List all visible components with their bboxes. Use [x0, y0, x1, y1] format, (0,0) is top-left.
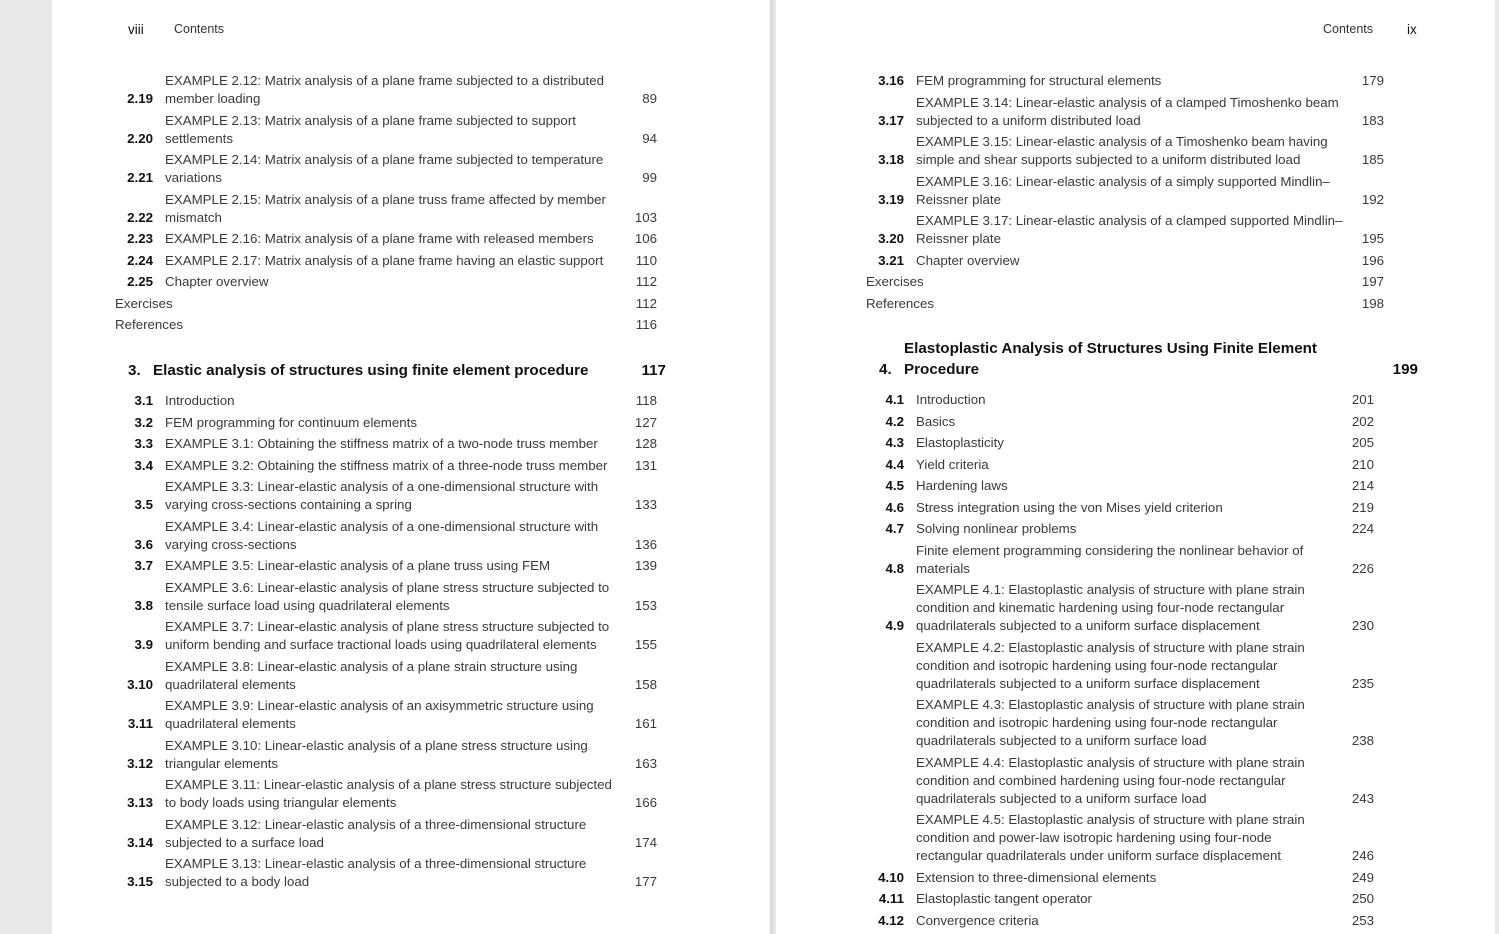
page-ref: 112 — [635, 295, 657, 311]
section-number: 2.25 — [127, 274, 153, 289]
section-title: Stress integration using the von Mises yield criterion — [916, 499, 1223, 515]
section-title: Introduction — [165, 393, 235, 408]
section-title: EXAMPLE 3.12: Linear-elastic analysis of a three-dimensional structure subjected to a surface load — [165, 816, 587, 850]
toc-entry[interactable] — [866, 391, 1418, 409]
page-ref: 133 — [634, 497, 657, 512]
section-number: 3.14 — [127, 834, 153, 850]
toc-entry[interactable] — [866, 72, 1418, 90]
section-title: References — [115, 317, 183, 332]
section-title: FEM programming for structural elements — [916, 73, 1162, 88]
section-title: EXAMPLE 3.15: Linear-elastic analysis of a Timoshenko beam having simple and shear supports subjected to a uniform distributed load — [916, 134, 1328, 167]
page-ref: 106 — [634, 231, 657, 246]
section-title: EXAMPLE 2.14: Matrix analysis of a plane frame subjected to temperature variations — [165, 152, 604, 185]
section-title: EXAMPLE 3.5: Linear-elastic analysis of a plane truss using FEM — [165, 558, 551, 573]
toc-entry[interactable] — [866, 811, 1418, 865]
section-number: 3.11 — [127, 716, 153, 731]
running-head-right: Contents — [1323, 22, 1374, 36]
section-number: 4.9 — [885, 618, 904, 633]
page-number-ix: ix — [1407, 22, 1417, 37]
toc-entry[interactable] — [115, 112, 667, 148]
toc-entry[interactable] — [115, 776, 667, 812]
page-ref: 214 — [1351, 478, 1374, 493]
page-ref: 196 — [1361, 252, 1384, 268]
section-number: 3.10 — [127, 676, 153, 692]
section-number: 4.6 — [885, 499, 904, 515]
section-title: EXAMPLE 2.16: Matrix analysis of a plane frame with released members — [165, 231, 594, 246]
section-number: 4.4 — [885, 456, 904, 472]
section-title: Finite element programming considering the nonlinear behavior of materials — [916, 542, 1304, 576]
section-title: EXAMPLE 2.12: Matrix analysis of a plane frame subjected to a distributed member loading — [165, 73, 605, 106]
section-title: EXAMPLE 4.5: Elastoplastic analysis of structure with plane strain condition and power-law isotropic hardening using four-node rectangular quadrilaterals under uniform surface displacement — [916, 812, 1305, 863]
page-ref: 128 — [634, 436, 657, 451]
page-ref: 110 — [635, 252, 657, 268]
section-title: Elastoplastic tangent operator — [916, 891, 1092, 906]
page-ref: 131 — [634, 457, 657, 473]
toc-entry[interactable] — [866, 173, 1418, 209]
left-page — [52, 0, 770, 934]
toc-entry[interactable] — [866, 212, 1418, 248]
toc-entry[interactable] — [866, 477, 1418, 495]
toc-entry[interactable] — [115, 316, 667, 334]
chapter-number: 4. — [879, 361, 892, 378]
section-number: 2.20 — [127, 130, 153, 146]
right-page — [776, 0, 1495, 934]
section-number: 3.15 — [127, 874, 153, 889]
section-number: 4.11 — [878, 891, 904, 906]
toc-entry[interactable] — [115, 414, 667, 432]
section-number: 4.1 — [885, 392, 904, 407]
toc-entry[interactable] — [115, 658, 667, 694]
page-ref: 253 — [1351, 912, 1374, 928]
page-ref: 103 — [634, 209, 657, 225]
section-title: Convergence criteria — [916, 912, 1039, 928]
section-title: Exercises — [115, 295, 173, 311]
page-ref: 139 — [634, 558, 657, 573]
chapter-4-heading[interactable] — [879, 338, 1418, 380]
section-number: 3.5 — [134, 497, 153, 512]
toc-entry[interactable] — [115, 435, 667, 453]
toc-entry[interactable] — [115, 478, 667, 514]
page-ref: 195 — [1361, 231, 1384, 246]
section-title: Elastoplasticity — [916, 435, 1004, 450]
section-number: 3.1 — [134, 393, 153, 408]
section-number: 3.13 — [127, 795, 153, 810]
page-ref: 250 — [1351, 891, 1374, 906]
section-title: References — [866, 295, 934, 311]
toc-entry[interactable] — [115, 518, 667, 554]
toc-entry[interactable] — [115, 618, 667, 654]
section-number: 4.2 — [885, 413, 904, 429]
page-ref: 112 — [635, 274, 657, 289]
toc-entry[interactable] — [866, 456, 1418, 474]
page-ref: 161 — [634, 716, 657, 731]
page-ref: 179 — [1361, 73, 1384, 88]
page-ref: 202 — [1351, 413, 1374, 429]
section-title: EXAMPLE 3.8: Linear-elastic analysis of a plane strain structure using quadrilateral elements — [165, 658, 578, 692]
section-number: 3.19 — [878, 191, 904, 207]
section-title: EXAMPLE 3.14: Linear-elastic analysis of a clamped Timoshenko beam subjected to a uniform distributed load — [916, 94, 1339, 128]
page-ref: 155 — [634, 637, 657, 652]
page-ref: 174 — [634, 834, 657, 850]
section-title: EXAMPLE 3.3: Linear-elastic analysis of a one-dimensional structure with varying cross-sections containing a spring — [165, 479, 599, 512]
chapter-page: 199 — [1392, 361, 1418, 378]
page-ref: 235 — [1351, 675, 1374, 691]
section-number: 3.17 — [878, 112, 904, 128]
section-number: 2.21 — [127, 170, 153, 185]
toc-entry[interactable] — [866, 94, 1418, 130]
page-ref: 163 — [634, 755, 657, 771]
section-title: EXAMPLE 3.10: Linear-elastic analysis of a plane stress structure using triangular elements — [165, 737, 588, 771]
toc-entry[interactable] — [866, 133, 1418, 169]
section-number: 2.23 — [127, 231, 153, 246]
toc-entry[interactable] — [866, 542, 1418, 578]
toc-entry[interactable] — [115, 230, 667, 248]
page-ref: 230 — [1351, 618, 1374, 633]
page-ref: 226 — [1351, 560, 1374, 576]
page-ref: 153 — [634, 597, 657, 613]
toc-list-left-top — [115, 72, 667, 338]
toc-entry[interactable] — [115, 816, 667, 852]
page-ref: 238 — [1351, 733, 1374, 748]
page-ref: 219 — [1351, 499, 1374, 515]
section-title: EXAMPLE 4.4: Elastoplastic analysis of structure with plane strain condition and combined hardening using four-node rectangular quadrilaterals subjected to a uniform surface load — [916, 754, 1305, 806]
toc-entry[interactable] — [866, 639, 1418, 693]
section-number: 3.2 — [134, 414, 153, 430]
page-ref: 197 — [1361, 274, 1384, 289]
section-number: 3.8 — [134, 597, 153, 613]
section-title: EXAMPLE 3.9: Linear-elastic analysis of an axisymmetric structure using quadrilateral elements — [165, 698, 594, 731]
toc-entry[interactable] — [115, 273, 667, 291]
section-number: 3.18 — [878, 152, 904, 167]
section-number: 2.22 — [127, 209, 153, 225]
page-ref: 249 — [1351, 869, 1374, 885]
page-ref: 192 — [1361, 191, 1384, 207]
page-ref: 246 — [1351, 848, 1374, 863]
page-ref: 201 — [1351, 392, 1374, 407]
toc-list-right-top — [866, 72, 1418, 316]
chapter-page: 117 — [641, 362, 666, 379]
section-title: Chapter overview — [916, 252, 1020, 268]
section-number: 3.16 — [878, 73, 904, 88]
section-number: 4.12 — [878, 912, 904, 928]
page-ref: 210 — [1351, 456, 1374, 472]
toc-entry[interactable] — [866, 252, 1418, 270]
page-ref: 183 — [1361, 112, 1384, 128]
toc-entry[interactable] — [115, 392, 667, 410]
section-title: Exercises — [866, 274, 924, 289]
page-ref: 166 — [634, 795, 657, 810]
page-ref: 205 — [1351, 435, 1374, 450]
section-title: Hardening laws — [916, 478, 1008, 493]
toc-entry[interactable] — [866, 696, 1418, 750]
chapter-number: 3. — [128, 362, 141, 379]
chapter-3-heading[interactable] — [128, 360, 666, 381]
toc-entry[interactable] — [866, 434, 1418, 452]
section-number: 2.24 — [127, 252, 153, 268]
chapter-title: Elastoplastic Analysis of Structures Using Finite Element Procedure — [904, 340, 1317, 378]
toc-entry[interactable] — [115, 191, 667, 227]
section-number: 3.9 — [134, 637, 153, 652]
toc-list-chapter-3 — [115, 392, 667, 895]
toc-entry[interactable] — [115, 295, 667, 313]
page-ref: 127 — [634, 414, 657, 430]
section-title: EXAMPLE 3.13: Linear-elastic analysis of a three-dimensional structure subjected to a body load — [165, 856, 587, 889]
page-ref: 158 — [634, 676, 657, 692]
toc-entry[interactable] — [866, 869, 1418, 887]
section-title: Basics — [916, 413, 956, 429]
section-number: 3.7 — [134, 558, 153, 573]
section-number: 4.3 — [885, 435, 904, 450]
toc-entry[interactable] — [866, 273, 1418, 291]
toc-entry[interactable] — [866, 581, 1418, 635]
page-ref: 224 — [1351, 521, 1374, 536]
toc-entry[interactable] — [866, 520, 1418, 538]
section-number: 3.21 — [878, 252, 904, 268]
toc-entry[interactable] — [866, 890, 1418, 908]
section-title: EXAMPLE 4.3: Elastoplastic analysis of structure with plane strain condition and isotropic hardening using four-node rectangular quadrilaterals subjected to a uniform surface load — [916, 697, 1305, 748]
toc-entry[interactable] — [866, 754, 1418, 808]
page-number-viii: viii — [128, 22, 144, 37]
toc-entry[interactable] — [866, 499, 1418, 517]
section-title: EXAMPLE 2.15: Matrix analysis of a plane truss frame affected by member mismatch — [165, 191, 606, 225]
toc-entry[interactable] — [866, 912, 1418, 930]
section-title: EXAMPLE 3.7: Linear-elastic analysis of plane stress structure subjected to uniform bending and surface tractional loads using quadrilateral elements — [165, 619, 610, 652]
section-title: EXAMPLE 3.11: Linear-elastic analysis of a plane stress structure subjected to body loads using triangular elements — [165, 777, 612, 810]
section-title: Extension to three-dimensional elements — [916, 869, 1157, 885]
page-ref: 177 — [634, 874, 657, 889]
section-title: Chapter overview — [165, 274, 269, 289]
section-title: Yield criteria — [916, 456, 989, 472]
toc-entry[interactable] — [115, 579, 667, 615]
running-head-left: Contents — [174, 22, 225, 36]
section-title: EXAMPLE 3.6: Linear-elastic analysis of plane stress structure subjected to tensile surface load using quadrilateral elements — [165, 579, 610, 613]
section-title: Introduction — [916, 392, 986, 407]
section-number: 3.4 — [134, 457, 153, 473]
chapter-title: Elastic analysis of structures using finite element procedure — [153, 362, 589, 379]
section-title: FEM programming for continuum elements — [165, 414, 417, 430]
section-number: 3.6 — [134, 536, 153, 552]
toc-entry[interactable] — [115, 737, 667, 773]
section-title: EXAMPLE 2.17: Matrix analysis of a plane frame having an elastic support — [165, 252, 604, 268]
section-title: EXAMPLE 3.4: Linear-elastic analysis of a one-dimensional structure with varying cross-sections — [165, 518, 599, 552]
page-ref: 198 — [1361, 295, 1384, 311]
toc-entry[interactable] — [115, 855, 667, 891]
page-ref: 185 — [1361, 152, 1384, 167]
section-number: 4.8 — [885, 560, 904, 576]
toc-entry[interactable] — [115, 72, 667, 108]
section-title: EXAMPLE 3.1: Obtaining the stiffness matrix of a two-node truss member — [165, 436, 598, 451]
toc-entry[interactable] — [115, 697, 667, 733]
page-ref: 136 — [634, 536, 657, 552]
page-ref: 94 — [642, 130, 657, 146]
toc-entry[interactable] — [866, 295, 1418, 313]
toc-entry[interactable] — [115, 252, 667, 270]
section-number: 2.19 — [127, 91, 153, 106]
section-number: 4.5 — [885, 478, 904, 493]
page-ref: 89 — [642, 91, 657, 106]
section-title: EXAMPLE 3.2: Obtaining the stiffness matrix of a three-node truss member — [165, 457, 608, 473]
section-number: 4.10 — [878, 869, 904, 885]
toc-entry[interactable] — [115, 557, 667, 575]
section-title: EXAMPLE 4.1: Elastoplastic analysis of structure with plane strain condition and kinematic hardening using four-node rectangular quadrilaterals subjected to a uniform surface displacement — [916, 582, 1305, 633]
page-ref: 118 — [635, 393, 657, 408]
section-number: 3.3 — [134, 436, 153, 451]
section-title: EXAMPLE 3.17: Linear-elastic analysis of a clamped supported Mindlin–Reissner plate — [916, 213, 1343, 246]
toc-entry[interactable] — [115, 457, 667, 475]
section-number: 4.7 — [885, 521, 904, 536]
page-ref: 116 — [635, 317, 657, 332]
section-title: EXAMPLE 4.2: Elastoplastic analysis of structure with plane strain condition and isotropic hardening using four-node rectangular quadrilaterals subjected to a uniform surface displacement — [916, 639, 1305, 691]
section-number: 3.20 — [878, 231, 904, 246]
section-title: EXAMPLE 3.16: Linear-elastic analysis of a simply supported Mindlin–Reissner plate — [916, 173, 1330, 207]
toc-entry[interactable] — [115, 151, 667, 187]
section-number: 3.12 — [127, 755, 153, 771]
section-title: Solving nonlinear problems — [916, 521, 1077, 536]
section-title: EXAMPLE 2.13: Matrix analysis of a plane frame subjected to support settlements — [165, 112, 576, 146]
page-ref: 243 — [1351, 790, 1374, 806]
toc-entry[interactable] — [866, 413, 1418, 431]
toc-list-chapter-4 — [866, 391, 1418, 933]
page-ref: 99 — [642, 170, 657, 185]
